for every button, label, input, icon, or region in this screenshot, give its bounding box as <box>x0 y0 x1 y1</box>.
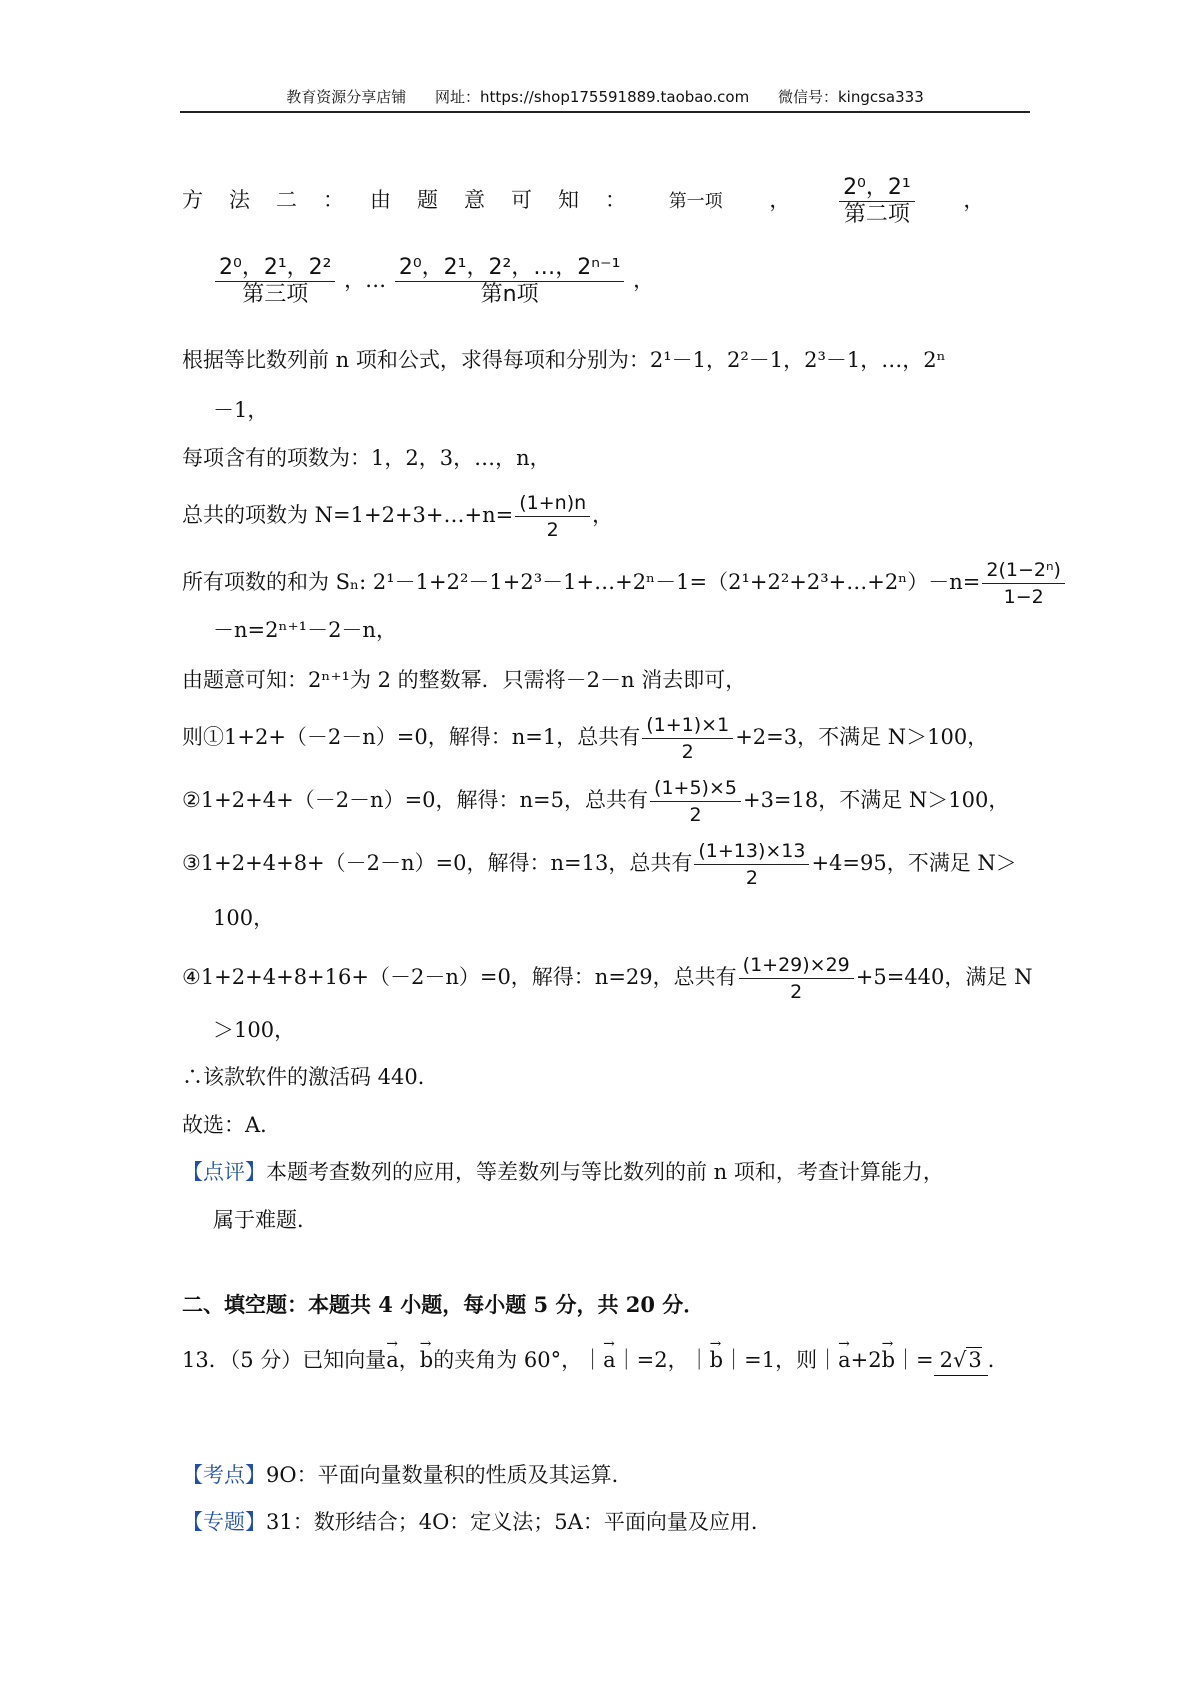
q-text: ， <box>398 1348 420 1372</box>
frac-num: (1+29)×29 <box>739 952 854 979</box>
line-text: ③1+2+4+8+（－2－n）=0，解得：n=13，总共有 <box>182 851 693 875</box>
question-13 <box>182 1345 1009 1376</box>
header-rule <box>180 111 1030 113</box>
text-line: －1， <box>213 398 269 422</box>
vector-b: → b <box>882 1345 895 1375</box>
third-term-fraction <box>215 255 335 308</box>
vector-b: → b <box>420 1345 433 1375</box>
text-line: ＞100， <box>213 1018 296 1042</box>
line-text: +5=440，满足 N <box>855 965 1033 989</box>
text-line: 每项含有的项数为：1，2，3，…，n， <box>182 446 551 470</box>
frac-den: 2 <box>689 804 702 826</box>
knowledge-point-tag: 【考点】 <box>182 1463 266 1487</box>
line-text: +4=95，不满足 N＞ <box>811 851 1017 875</box>
text-line: 100， <box>213 906 275 930</box>
terms-line: $\frac{\text{2⁰，2¹，2²}}{\text{第三项}}$ ，… $\frac{\text{2⁰，2¹，2²，…，2ⁿ⁻¹}}{\text{第n项}}$ ， <box>213 255 654 308</box>
q-text: +2 <box>850 1348 882 1372</box>
answer-line: 故选：A． <box>182 1113 282 1137</box>
vector-a: → a <box>386 1345 399 1375</box>
total-count-line: 总共的项数为 N=1+2+3+…+n= $\frac{(1+n)n}{2}$ ， <box>182 492 614 541</box>
fraction <box>982 557 1065 610</box>
text-line: 属于难题． <box>213 1208 318 1232</box>
fraction <box>694 838 809 891</box>
fraction <box>642 712 733 765</box>
header-wechat: 微信号：kingcsa333 <box>777 88 924 106</box>
case-one-line <box>182 712 988 765</box>
frac-den: 1−2 <box>1003 586 1044 608</box>
frac-den: 2 <box>681 741 694 763</box>
line-text: 总共的项数为 N=1+2+3+…+n= <box>182 503 514 527</box>
header-site: 网址：https://shop175591889.taobao.com <box>435 88 750 106</box>
vector-a: → a <box>603 1345 616 1375</box>
header-shop: 教育资源分享店铺 <box>286 88 407 106</box>
line-text: +2=3，不满足 N＞100， <box>735 725 989 749</box>
line-text: ④1+2+4+8+16+（－2－n）=0，解得：n=29，总共有 <box>182 965 737 989</box>
fraction <box>739 952 854 1005</box>
frac-den: 2 <box>790 981 803 1003</box>
case-two-line <box>182 775 1009 828</box>
q-text: 13．（5 分）已知向量 <box>182 1348 387 1372</box>
frac-num: (1+1)×1 <box>642 712 733 739</box>
frac-num: 2(1−2ⁿ) <box>982 557 1065 584</box>
second-term-fraction <box>839 175 915 228</box>
line-text: 则①1+2+（－2－n）=0，解得：n=1，总共有 <box>182 725 641 749</box>
frac-den: 第三项 <box>242 282 309 307</box>
method-two-line: 方法二：由题意可知： 第一项 ， $\frac{\text{2⁰，2¹}}{\text{第二项}}$ ， <box>182 175 985 227</box>
case-four-line <box>182 952 1032 1005</box>
answer-blank: 2√3 <box>934 1345 988 1376</box>
nth-term-fraction <box>395 255 625 308</box>
answer-radicand: 3 <box>968 1348 982 1372</box>
text-line: 根据等比数列前 n 项和公式，求得每项和分别为：2¹－1，2²－1，2³－1，…，2ⁿ <box>182 348 946 372</box>
fraction <box>515 490 590 543</box>
comment-text: 本题考查数列的应用，等差数列与等比数列的前 n 项和，考查计算能力， <box>266 1160 944 1184</box>
vector-a: → a <box>838 1345 851 1375</box>
frac-den: 2 <box>745 867 758 889</box>
q-text: ｜=2，｜ <box>615 1348 710 1372</box>
first-term-label: 第一项 <box>668 191 723 212</box>
knowledge-point-line <box>182 1460 633 1490</box>
frac-num: (1+n)n <box>515 490 590 517</box>
topic-tag: 【专题】 <box>182 1510 266 1534</box>
comment-line <box>182 1157 944 1187</box>
frac-num: 2⁰，2¹，2² <box>215 255 335 282</box>
case-three-line <box>182 838 1017 891</box>
frac-den: 第二项 <box>843 202 910 227</box>
comment-tag: 【点评】 <box>182 1160 266 1184</box>
text-line: 由题意可知：2ⁿ⁺¹为 2 的整数幂．只需将－2－n 消去即可， <box>182 668 747 692</box>
q-text: ． <box>987 1348 1009 1372</box>
answer-coef: 2 <box>939 1348 954 1372</box>
line-text: +3=18，不满足 N＞100， <box>742 788 1010 812</box>
frac-num: 2⁰，2¹ <box>839 175 915 202</box>
frac-num: 2⁰，2¹，2²，…，2ⁿ⁻¹ <box>395 255 625 282</box>
q-text: ｜= <box>895 1348 934 1372</box>
sum-line <box>182 557 1067 610</box>
q-text: ｜=1，则｜ <box>723 1348 839 1372</box>
topic-text: 31：数形结合；4O：定义法；5A：平面向量及应用． <box>266 1510 772 1534</box>
knowledge-point-text: 9O：平面向量数量积的性质及其运算． <box>266 1463 633 1487</box>
method-two-lead: 方法二：由题意可知： <box>182 188 652 212</box>
frac-num: (1+13)×13 <box>694 838 809 865</box>
q-text: 的夹角为 60°，｜ <box>433 1348 604 1372</box>
frac-num: (1+5)×5 <box>650 775 741 802</box>
topic-line <box>182 1507 772 1537</box>
section-heading: 二、填空题：本题共 4 小题，每小题 5 分，共 20 分． <box>182 1292 705 1317</box>
text-line: －n=2ⁿ⁺¹－2－n， <box>213 618 397 642</box>
vector-b: → b <box>710 1345 723 1375</box>
frac-den: 第n项 <box>480 282 539 307</box>
line-text: ②1+2+4+（－2－n）=0，解得：n=5，总共有 <box>182 788 649 812</box>
fraction <box>650 775 741 828</box>
conclusion-line: ∴该款软件的激活码 440． <box>182 1065 439 1089</box>
line-text: 所有项数的和为 Sₙ: 2¹－1+2²－1+2³－1+…+2ⁿ－1=（2¹+2²+2³+…+2ⁿ）－n= <box>182 570 981 594</box>
frac-den: 2 <box>546 519 559 541</box>
page-header <box>180 86 1030 107</box>
